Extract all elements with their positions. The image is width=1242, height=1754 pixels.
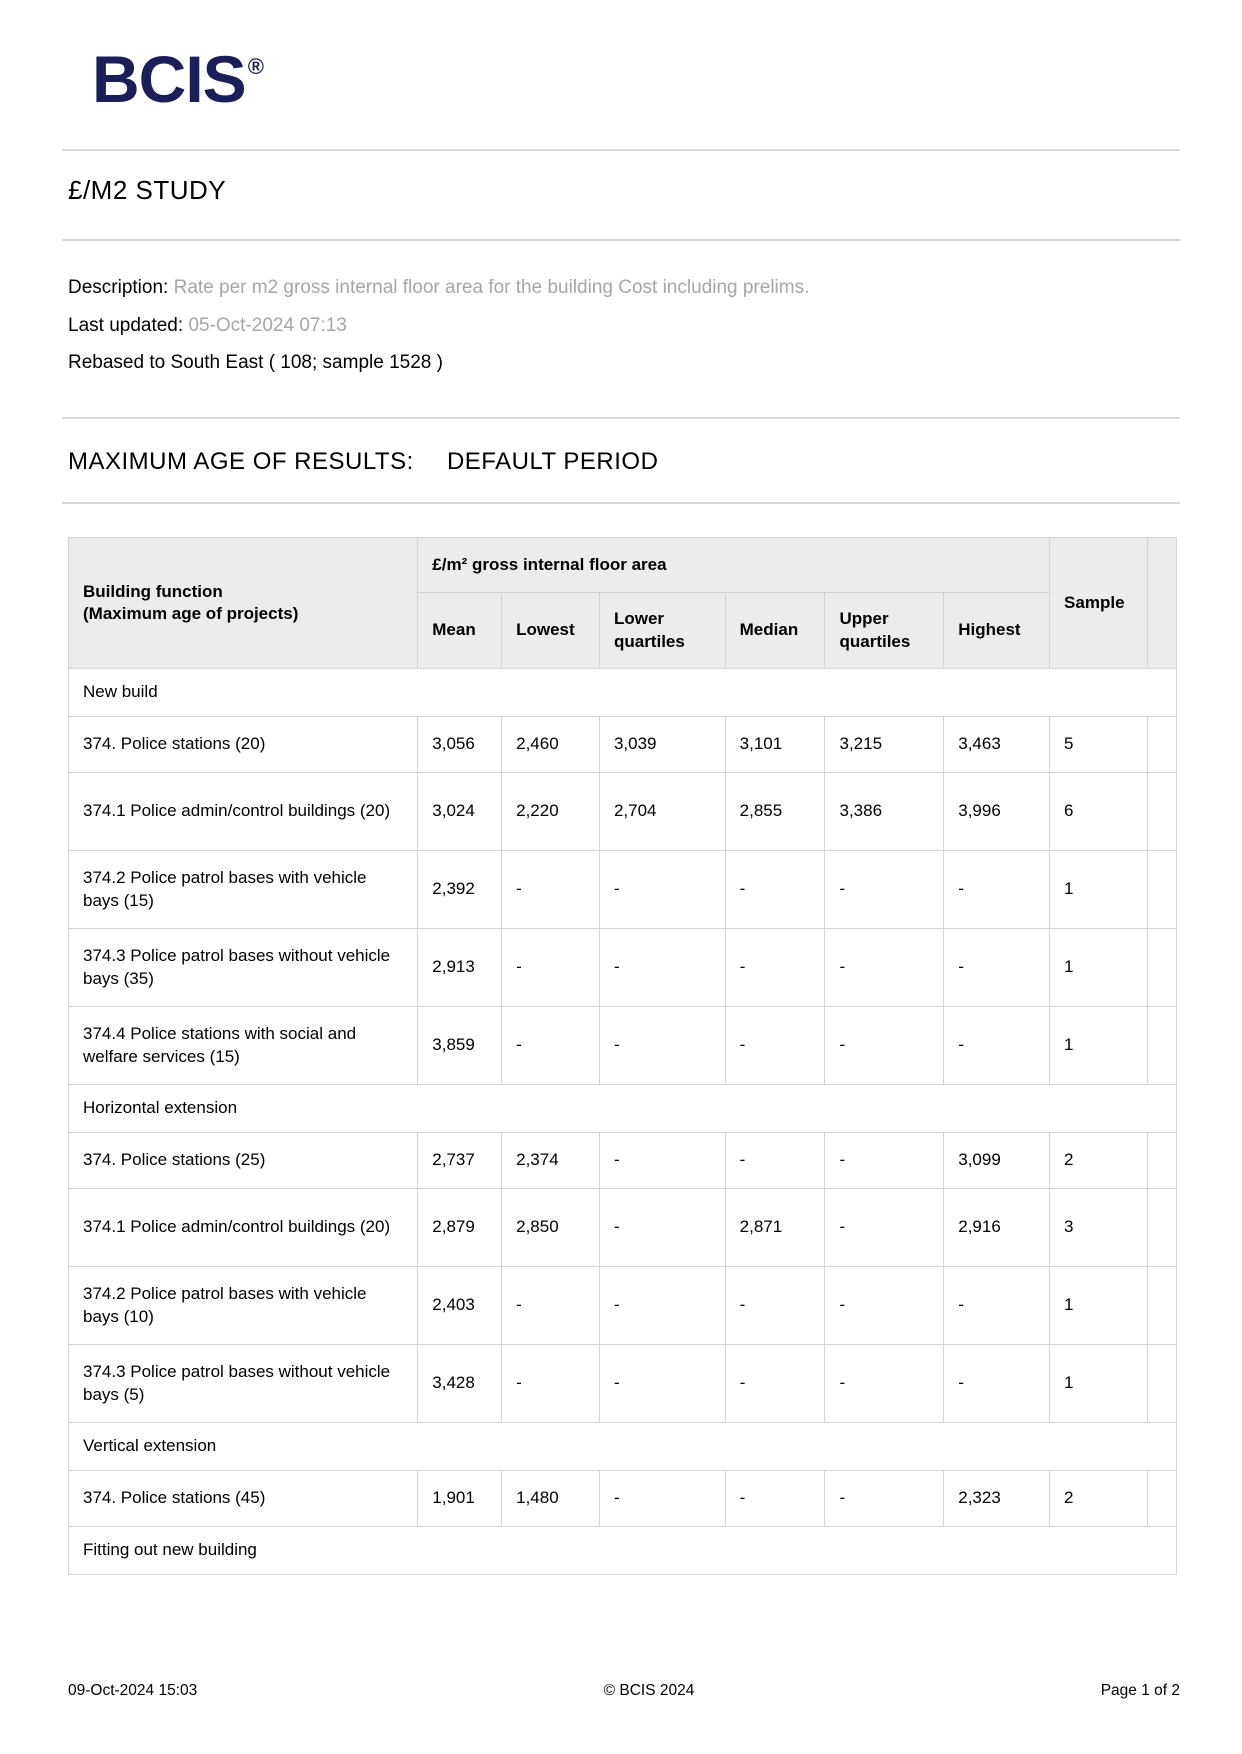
spacer-cell (1147, 929, 1176, 1007)
divider (62, 149, 1180, 151)
median-header: Median (725, 593, 825, 669)
cell-mean: 2,737 (418, 1133, 502, 1189)
cell-upper-quartiles: - (825, 1189, 944, 1267)
cell-sample: 3 (1050, 1189, 1148, 1267)
cell-lowest: 2,220 (502, 773, 600, 851)
spacer-cell (1147, 1007, 1176, 1085)
max-age-heading (68, 448, 658, 476)
section-label: New build (69, 669, 1177, 717)
page-title: £/M2 STUDY (68, 175, 227, 205)
cell-lowest: - (502, 929, 600, 1007)
cell-mean: 3,859 (418, 1007, 502, 1085)
cell-lowest: 2,850 (502, 1189, 600, 1267)
cell-function: 374.1 Police admin/control buildings (20) (69, 1189, 418, 1267)
bcis-logo (92, 42, 263, 116)
cell-mean: 3,056 (418, 717, 502, 773)
cell-highest: 3,996 (944, 773, 1050, 851)
cell-function: 374.3 Police patrol bases without vehicle bays (5) (69, 1345, 418, 1423)
divider (62, 417, 1180, 419)
spacer-cell (1147, 1189, 1176, 1267)
spacer-header (1147, 538, 1176, 669)
description-value: Rate per m2 gross internal floor area for the building Cost including prelims. (173, 277, 810, 298)
cell-median: - (725, 1133, 825, 1189)
spacer-cell (1147, 1133, 1176, 1189)
description-line (68, 277, 809, 299)
cell-median: - (725, 1007, 825, 1085)
spacer-cell (1147, 1345, 1176, 1423)
cell-lowest: 2,374 (502, 1133, 600, 1189)
table-group-header-row (69, 538, 1177, 593)
cell-highest: - (944, 1007, 1050, 1085)
cell-lowest: - (502, 1267, 600, 1345)
cell-lowest: - (502, 1007, 600, 1085)
cell-median: - (725, 929, 825, 1007)
cell-function: 374. Police stations (20) (69, 717, 418, 773)
section-label: Vertical extension (69, 1423, 1177, 1471)
table-row (69, 1267, 1177, 1345)
cell-highest: 3,463 (944, 717, 1050, 773)
cell-function: 374.3 Police patrol bases without vehicle bays (35) (69, 929, 418, 1007)
cell-lowest: - (502, 851, 600, 929)
upper-quartiles-header: Upper quartiles (825, 593, 944, 669)
cell-lower-quartiles: 2,704 (599, 773, 725, 851)
footer-copyright: © BCIS 2024 (603, 1682, 695, 1699)
cell-lower-quartiles: - (599, 929, 725, 1007)
cell-median: - (725, 1471, 825, 1527)
cell-lower-quartiles: 3,039 (599, 717, 725, 773)
table-row (69, 1189, 1177, 1267)
cell-function: 374. Police stations (25) (69, 1133, 418, 1189)
table-row (69, 773, 1177, 851)
page-footer (68, 1682, 1180, 1700)
cell-function: 374.2 Police patrol bases with vehicle bays (15) (69, 851, 418, 929)
table-row (69, 929, 1177, 1007)
cell-upper-quartiles: - (825, 1471, 944, 1527)
cell-highest: - (944, 1345, 1050, 1423)
spacer-cell (1147, 1267, 1176, 1345)
max-age-label: MAXIMUM AGE OF RESULTS: (68, 448, 414, 475)
cell-highest: 2,916 (944, 1189, 1050, 1267)
section-label: Horizontal extension (69, 1085, 1177, 1133)
cell-mean: 2,913 (418, 929, 502, 1007)
cell-highest: 3,099 (944, 1133, 1050, 1189)
rebased-line (68, 352, 443, 374)
cell-lower-quartiles: - (599, 1133, 725, 1189)
max-age-value: DEFAULT PERIOD (446, 448, 659, 475)
cell-upper-quartiles: - (825, 1345, 944, 1423)
cell-upper-quartiles: - (825, 929, 944, 1007)
building-function-header-line2: (Maximum age of projects) (83, 604, 299, 623)
spacer-cell (1147, 851, 1176, 929)
cell-upper-quartiles: - (825, 851, 944, 929)
divider (62, 239, 1180, 241)
footer-datetime: 09-Oct-2024 15:03 (68, 1682, 198, 1699)
cell-median: 3,101 (725, 717, 825, 773)
cell-median: - (725, 851, 825, 929)
last-updated-line (68, 315, 347, 337)
cell-median: - (725, 1267, 825, 1345)
section-row-fitting-out (69, 1527, 1177, 1575)
table-row (69, 1133, 1177, 1189)
cell-mean: 3,024 (418, 773, 502, 851)
registered-trademark-icon: ® (247, 54, 263, 79)
description-label: Description: (68, 277, 169, 298)
mean-header: Mean (418, 593, 502, 669)
cell-upper-quartiles: 3,215 (825, 717, 944, 773)
cell-sample: 1 (1050, 1267, 1148, 1345)
divider (62, 502, 1180, 504)
cell-function: 374. Police stations (45) (69, 1471, 418, 1527)
building-function-header (69, 538, 418, 669)
cell-lower-quartiles: - (599, 1345, 725, 1423)
cell-mean: 2,403 (418, 1267, 502, 1345)
cell-lowest: - (502, 1345, 600, 1423)
spacer-cell (1147, 1471, 1176, 1527)
building-function-header-line1: Building function (83, 581, 223, 601)
table-row (69, 717, 1177, 773)
cell-sample: 1 (1050, 1345, 1148, 1423)
rebased-text: Rebased to South East ( 108; sample 1528 ) (68, 352, 443, 373)
cell-sample: 2 (1050, 1133, 1148, 1189)
cell-sample: 1 (1050, 929, 1148, 1007)
table-row (69, 1007, 1177, 1085)
cell-mean: 2,392 (418, 851, 502, 929)
cell-lower-quartiles: - (599, 1007, 725, 1085)
table-row (69, 1345, 1177, 1423)
cell-mean: 3,428 (418, 1345, 502, 1423)
section-row-vertical-extension (69, 1423, 1177, 1471)
cell-function: 374.1 Police admin/control buildings (20) (69, 773, 418, 851)
spacer-cell (1147, 773, 1176, 851)
cell-sample: 1 (1050, 851, 1148, 929)
footer-page-number: Page 1 of 2 (1100, 1682, 1180, 1699)
section-row-new-build (69, 669, 1177, 717)
cell-median: - (725, 1345, 825, 1423)
cell-lowest: 1,480 (502, 1471, 600, 1527)
last-updated-label: Last updated: (68, 315, 184, 336)
table-row (69, 851, 1177, 929)
cell-function: 374.4 Police stations with social and welfare services (15) (69, 1007, 418, 1085)
cell-mean: 1,901 (418, 1471, 502, 1527)
cell-sample: 2 (1050, 1471, 1148, 1527)
highest-header: Highest (944, 593, 1050, 669)
results-table (68, 537, 1177, 1575)
cell-upper-quartiles: - (825, 1133, 944, 1189)
sample-header: Sample (1050, 538, 1148, 669)
cell-sample: 5 (1050, 717, 1148, 773)
cell-sample: 6 (1050, 773, 1148, 851)
spacer-cell (1147, 717, 1176, 773)
cell-highest: - (944, 929, 1050, 1007)
lowest-header: Lowest (502, 593, 600, 669)
last-updated-value: 05-Oct-2024 07:13 (188, 315, 347, 336)
cell-upper-quartiles: - (825, 1007, 944, 1085)
bcis-logo-text: BCIS (92, 42, 246, 116)
cell-highest: 2,323 (944, 1471, 1050, 1527)
cell-lower-quartiles: - (599, 1267, 725, 1345)
gifa-group-header: £/m² gross internal floor area (418, 538, 1050, 593)
cell-highest: - (944, 1267, 1050, 1345)
cell-lower-quartiles: - (599, 1189, 725, 1267)
cell-function: 374.2 Police patrol bases with vehicle bays (10) (69, 1267, 418, 1345)
cell-upper-quartiles: - (825, 1267, 944, 1345)
cell-highest: - (944, 851, 1050, 929)
cell-lower-quartiles: - (599, 1471, 725, 1527)
cell-lowest: 2,460 (502, 717, 600, 773)
cell-median: 2,871 (725, 1189, 825, 1267)
cell-sample: 1 (1050, 1007, 1148, 1085)
cell-lower-quartiles: - (599, 851, 725, 929)
cell-median: 2,855 (725, 773, 825, 851)
cell-mean: 2,879 (418, 1189, 502, 1267)
section-row-horizontal-extension (69, 1085, 1177, 1133)
lower-quartiles-header: Lower quartiles (599, 593, 725, 669)
section-label: Fitting out new building (69, 1527, 1177, 1575)
cell-upper-quartiles: 3,386 (825, 773, 944, 851)
table-row (69, 1471, 1177, 1527)
